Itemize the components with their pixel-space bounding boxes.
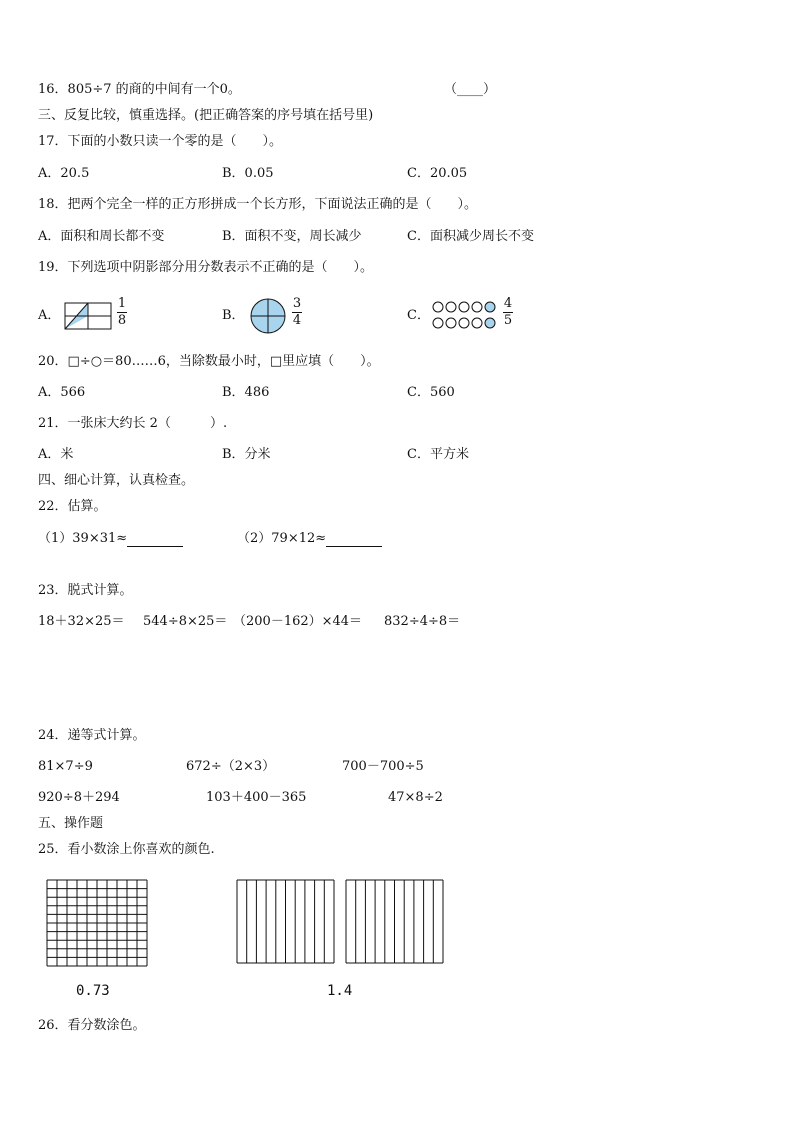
- q18-text: 18．把两个完全一样的正方形拼成一个长方形，下面说法正确的是（ ）。: [38, 197, 478, 212]
- section3-heading: 三、反复比较，慎重选择。(把正确答案的序号填在括号里): [38, 108, 374, 123]
- q21-option-a[interactable]: A．米: [38, 447, 74, 462]
- q21-option-b[interactable]: B．分米: [222, 447, 271, 462]
- q18-option-a[interactable]: A．面积和周长都不变: [38, 229, 165, 244]
- q19-option-a-label[interactable]: A．: [38, 308, 61, 323]
- q21-text: 21．一张床大约长 2（ ）.: [38, 416, 228, 431]
- q23-expression-4: 832÷4÷8＝: [384, 614, 461, 629]
- q16-text: 16．805÷7 的商的中间有一个0。: [38, 82, 241, 97]
- q20-text: 20．□÷○＝80……6，当除数最小时，□里应填（ ）。: [38, 354, 380, 369]
- q26-text: 26．看分数涂色。: [38, 1018, 146, 1033]
- q22-item-2-blank[interactable]: [326, 532, 382, 547]
- q24-expression-6: 47×8÷2: [388, 790, 443, 805]
- q16-answer-paren[interactable]: （____）: [444, 82, 497, 97]
- q19-c-numerator: 4: [503, 296, 513, 311]
- q19-a-denominator: 8: [117, 313, 127, 328]
- section5-heading: 五、操作题: [38, 816, 104, 831]
- q22-item-2-text: （2）79×12≈: [237, 531, 327, 546]
- q22-item-1-blank[interactable]: [127, 532, 183, 547]
- q24-expression-4: 920÷8＋294: [38, 790, 120, 805]
- q17-option-a[interactable]: A．20.5: [38, 166, 90, 181]
- q24-expression-2: 672÷（2×3）: [186, 759, 276, 774]
- q20-option-b[interactable]: B．486: [222, 385, 270, 400]
- q19-b-denominator: 4: [292, 313, 302, 328]
- q22-item-2: [237, 531, 382, 547]
- q22-item-1: [38, 531, 183, 547]
- q17-option-b[interactable]: B．0.05: [222, 166, 274, 181]
- q19-a-numerator: 1: [117, 296, 127, 311]
- q23-text: 23．脱式计算。: [38, 583, 133, 598]
- tenths-strip-figure-1[interactable]: [236, 879, 336, 965]
- section4-heading: 四、细心计算，认真检查。: [38, 473, 195, 488]
- q24-expression-1: 81×7÷9: [38, 759, 93, 774]
- tenths-strip-figure-2[interactable]: [345, 879, 445, 965]
- q17-text: 17．下面的小数只读一个零的是（ ）。: [38, 134, 283, 149]
- q23-expression-3: （200－162）×44＝: [233, 614, 363, 629]
- q19-option-c-label[interactable]: C．: [407, 308, 430, 323]
- q25-text: 25．看小数涂上你喜欢的颜色.: [38, 842, 215, 857]
- q18-option-c[interactable]: C．面积减少周长不变: [407, 229, 534, 244]
- q21-option-c[interactable]: C．平方米: [407, 447, 469, 462]
- q24-text: 24．递等式计算。: [38, 728, 146, 743]
- q25-label-decimal-1: 0.73: [76, 983, 110, 999]
- q19-c-circles-figure: [432, 300, 498, 330]
- q20-option-c[interactable]: C．560: [407, 385, 455, 400]
- q19-option-b-label[interactable]: B．: [222, 308, 245, 323]
- q19-text: 19．下列选项中阴影部分用分数表示不正确的是（ ）。: [38, 260, 374, 275]
- q19-b-fraction: [292, 297, 302, 328]
- q19-c-denominator: 5: [503, 313, 513, 328]
- q17-option-c[interactable]: C．20.05: [407, 166, 468, 181]
- q22-text: 22．估算。: [38, 499, 107, 514]
- q20-option-a[interactable]: A．566: [38, 385, 86, 400]
- q23-expression-1: 18＋32×25＝: [38, 614, 125, 629]
- q19-a-fraction: [117, 297, 127, 328]
- q24-expression-5: 103＋400－365: [206, 790, 307, 805]
- q25-label-decimal-2: 1.4: [327, 983, 353, 999]
- q19-b-circle-figure: [250, 298, 286, 334]
- q19-c-fraction: [503, 297, 513, 328]
- q19-b-numerator: 3: [292, 296, 302, 311]
- q19-a-rectangle-figure: [64, 302, 112, 330]
- q23-expression-2: 544÷8×25＝: [143, 614, 228, 629]
- q22-item-1-text: （1）39×31≈: [38, 531, 128, 546]
- q18-option-b[interactable]: B．面积不变，周长减少: [222, 229, 362, 244]
- q24-expression-3: 700－700÷5: [342, 759, 424, 774]
- hundred-grid-figure[interactable]: [46, 879, 150, 969]
